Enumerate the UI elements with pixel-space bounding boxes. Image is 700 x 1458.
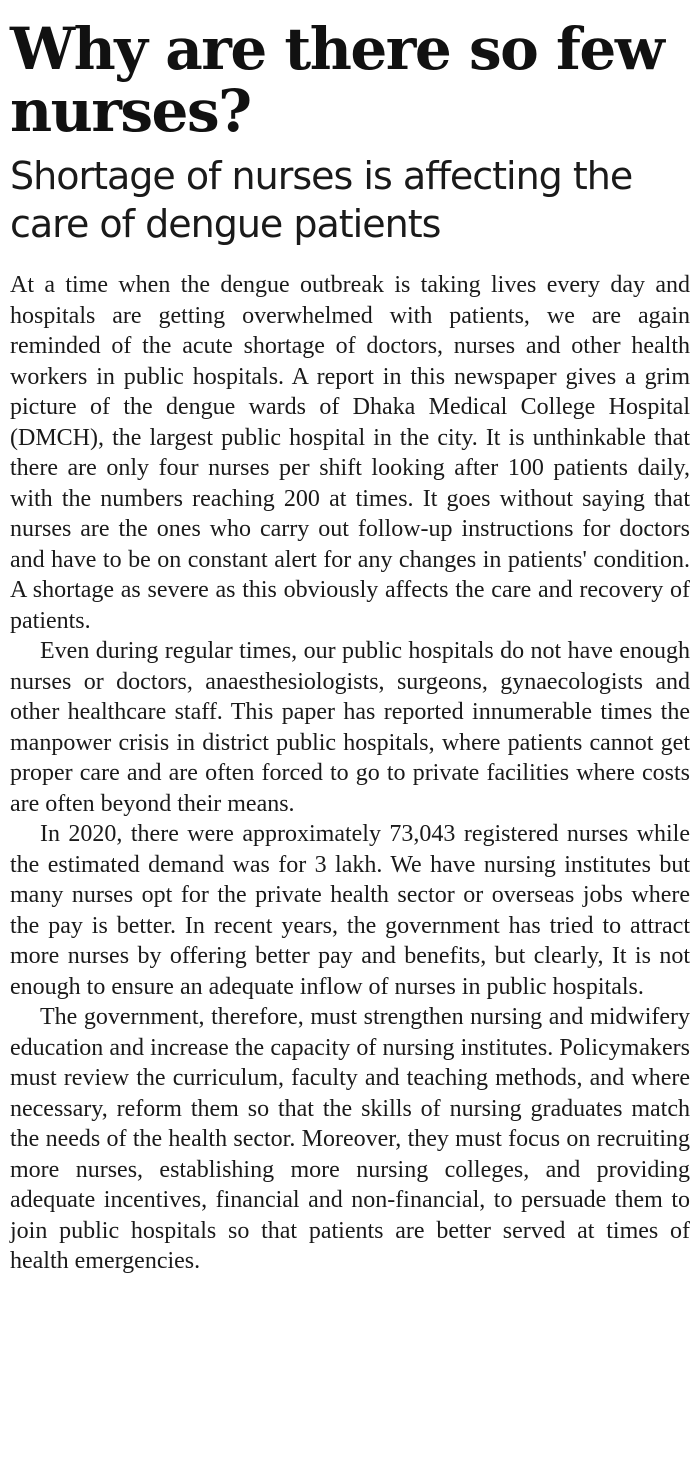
headline: Why are there so few nurses?: [10, 15, 664, 145]
paragraph: In 2020, there were approximately 73,043 registered nurses while the estimated demand was for 3 lakh. We have nursing institutes but many nurses opt for the private health sector or overseas jobs where the pay is better. In recent years, the government has tried to attract more nurses by offering better pay and benefits, but clearly, It is not enough to ensure an adequate inflow of nurses in public hospitals.: [10, 821, 690, 1000]
paragraph: The government, therefore, must strengthen nursing and midwifery education and increase the capacity of nursing institutes. Policymakers must review the curriculum, faculty and teaching methods, and where necessary, reform them so that the skills of nursing graduates match the needs of the health sector. Moreover, they must focus on recruiting more nurses, establishing more nursing colleges, and providing adequate incentives, financial and non-financial, to persuade them to join public hospitals so that patients are better served at times of health emergencies.: [10, 1004, 690, 1274]
article-body: [10, 270, 690, 1277]
paragraph: Even during regular times, our public hospitals do not have enough nurses or doctors, anaesthesiologists, surgeons, gynaecologists and other healthcare staff. This paper has reported innumerable times the manpower crisis in district public hospitals, where patients cannot get proper care and are often forced to go to private facilities where costs are often beyond their means.: [10, 638, 690, 817]
subheadline: Shortage of nurses is affecting the care of dengue patients: [10, 154, 633, 246]
paragraph: At a time when the dengue outbreak is taking lives every day and hospitals are getting overwhelmed with patients, we are again reminded of the acute shortage of doctors, nurses and other health workers in public hospitals. A report in this newspaper gives a grim picture of the dengue wards of Dhaka Medical College Hospital (DMCH), the largest public hospital in the city. It is unthinkable that there are only four nurses per shift looking after 100 patients daily, with the numbers reaching 200 at times. It goes without saying that nurses are the ones who carry out follow-up instructions for doctors and have to be on constant alert for any changes in patients' condition. A shortage as severe as this obviously affects the care and recovery of patients.: [10, 272, 690, 634]
article: [10, 15, 690, 1277]
